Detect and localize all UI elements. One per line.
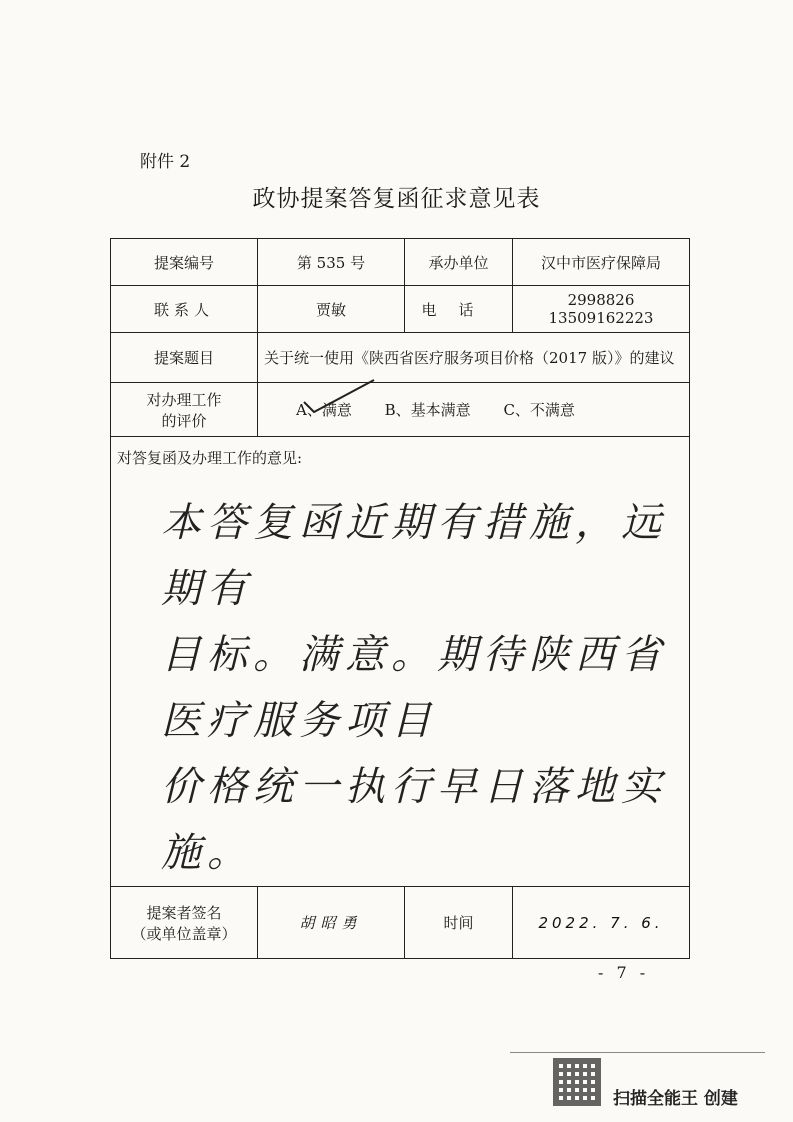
evaluation-label-line-2: 的评价 (161, 411, 207, 430)
opinion-label: 对答复函及办理工作的意见: (117, 449, 303, 467)
contact-value: 贾敏 (258, 286, 405, 333)
row-opinion (111, 437, 690, 887)
scanner-brand-watermark: 扫描全能王 创建 (613, 1089, 738, 1109)
option-c-unsatisfied: C、不满意 (503, 401, 575, 419)
phone-number-1: 2998826 (567, 291, 635, 309)
signer-label-line-2: （或单位盖章） (131, 924, 237, 943)
evaluation-label (111, 383, 258, 437)
proposal-no-value: 第 535 号 (258, 239, 405, 286)
opinion-cell (111, 437, 690, 887)
option-b-basically-satisfied: B、基本满意 (384, 401, 471, 419)
handwritten-signature: 胡昭勇 (258, 887, 405, 959)
document-title: 政协提案答复函征求意见表 (252, 186, 541, 212)
phone-number-2: 13509162223 (548, 309, 654, 327)
signer-label (111, 887, 258, 959)
qr-code-icon (553, 1058, 601, 1106)
unit-value: 汉中市医疗保障局 (513, 239, 690, 286)
topic-label: 提案题目 (111, 333, 258, 383)
row-signature (111, 887, 690, 959)
phone-label: 电话 (405, 286, 513, 333)
page-number: - 7 - (598, 963, 650, 982)
opinion-form-table (110, 238, 690, 959)
handwritten-opinion-line-3: 价格统一执行早日落地实施。 (161, 764, 667, 876)
time-label: 时间 (405, 887, 513, 959)
row-proposal-no (111, 239, 690, 286)
row-evaluation (111, 383, 690, 437)
contact-label: 联系人 (111, 286, 258, 333)
phone-value (513, 286, 690, 333)
signer-label-line-1: 提案者签名 (146, 903, 222, 922)
unit-label: 承办单位 (405, 239, 513, 286)
checkmark-icon (300, 376, 380, 416)
option-a-satisfied: A、满意 (296, 401, 352, 419)
topic-value: 关于统一使用《陕西省医疗服务项目价格（2017 版）》的建议 (258, 333, 690, 383)
evaluation-label-line-1: 对办理工作 (146, 390, 222, 409)
handwritten-opinion (117, 468, 683, 886)
row-contact (111, 286, 690, 333)
footer-divider (510, 1052, 765, 1053)
handwritten-date: 2022. 7. 6. (513, 887, 690, 959)
row-topic (111, 333, 690, 383)
proposal-no-label: 提案编号 (111, 239, 258, 286)
attachment-label: 附件 2 (140, 152, 191, 172)
handwritten-opinion-line-1: 本答复函近期有措施，远期有 (161, 500, 667, 612)
handwritten-opinion-line-2: 目标。满意。期待陕西省医疗服务项目 (161, 632, 667, 744)
